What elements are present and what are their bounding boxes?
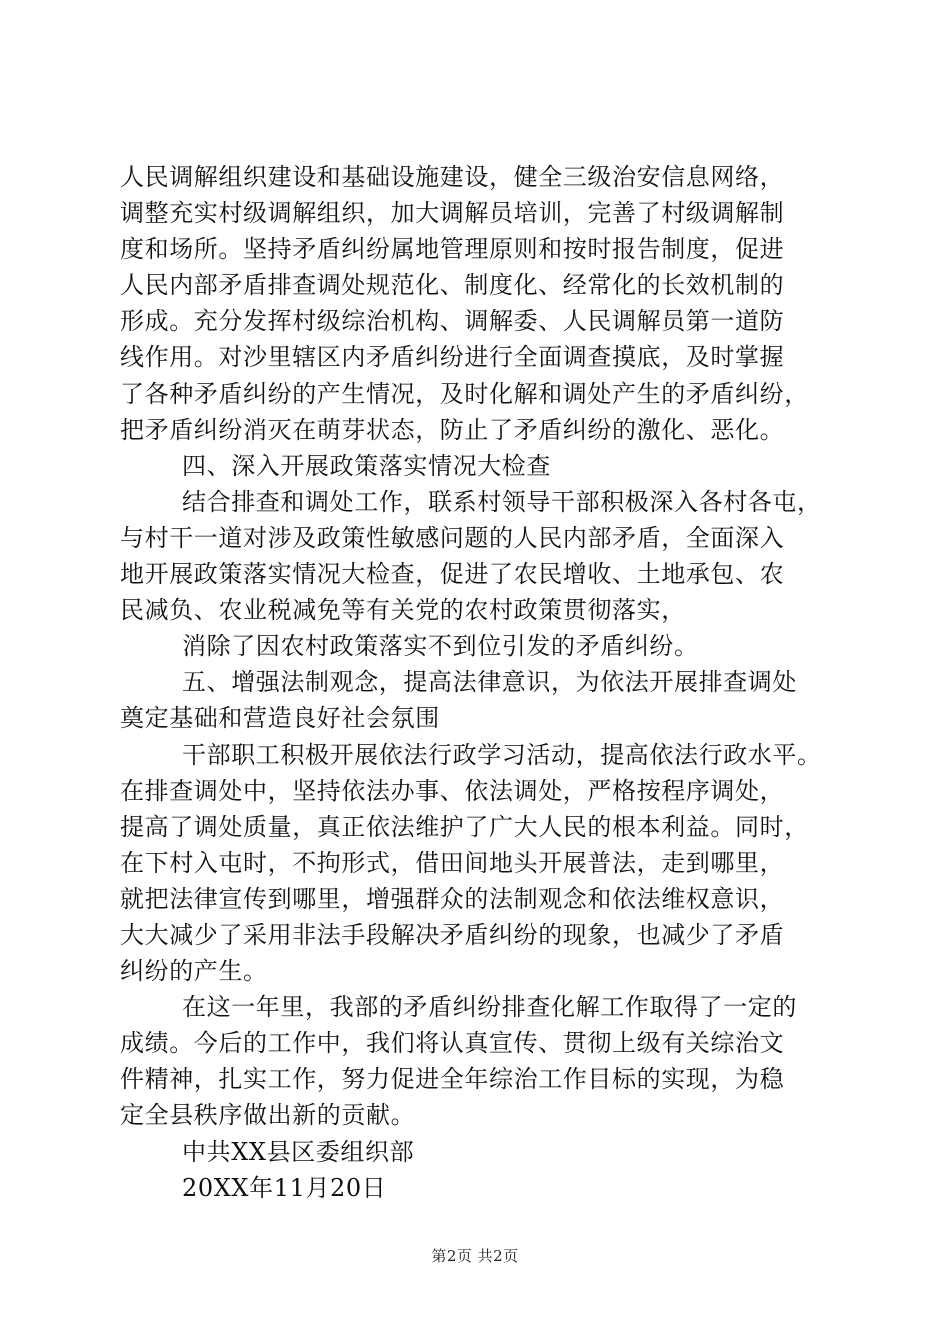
text-line: 件精神，扎实工作，努力促进全年综治工作目标的实现，为稳	[120, 1065, 785, 1094]
page-number: 第2页 共2页	[431, 1247, 519, 1265]
text-line: 民减负、农业税减免等有关党的农村政策贯彻落实，	[120, 596, 686, 625]
signature-date: 20XX年11月20日	[182, 1173, 387, 1202]
text-line: 地开展政策落实情况大检查，促进了农民增收、土地承包、农	[120, 560, 785, 589]
text-line: 调整充实村级调解组织，加大调解员培训，完善了村级调解制	[120, 199, 785, 228]
section-heading: 四、深入开展政策落实情况大检查	[182, 451, 551, 480]
text-line: 提高了调处质量，真正依法维护了广大人民的根本利益。同时，	[120, 812, 809, 841]
text-line: 干部职工积极开展依法行政学习活动，提高依法行政水平。	[182, 740, 822, 769]
section-heading-continued: 奠定基础和营造良好社会氛围	[120, 704, 440, 733]
text-line: 了各种矛盾纠纷的产生情况，及时化解和调处产生的矛盾纠纷，	[120, 379, 809, 408]
text-line: 就把法律宣传到哪里，增强群众的法制观念和依法维权意识，	[120, 884, 785, 913]
text-line: 在排查调处中，坚持依法办事、依法调处，严格按程序调处，	[120, 776, 785, 805]
text-line: 在下村入屯时，不拘形式，借田间地头开展普法，走到哪里，	[120, 848, 785, 877]
text-line: 成绩。今后的工作中，我们将认真宣传、贯彻上级有关综治文	[120, 1029, 785, 1058]
document-body	[120, 159, 860, 1206]
text-line: 人民调解组织建设和基础设施建设，健全三级治安信息网络，	[120, 163, 785, 191]
text-line: 度和场所。坚持矛盾纠纷属地管理原则和按时报告制度，促进	[120, 235, 785, 264]
text-line: 人民内部矛盾排查调处规范化、制度化、经常化的长效机制的	[120, 271, 785, 300]
text-line: 大大减少了采用非法手段解决矛盾纠纷的现象，也减少了矛盾	[120, 920, 785, 949]
text-line: 在这一年里，我部的矛盾纠纷排查化解工作取得了一定的	[182, 993, 797, 1022]
text-line: 把矛盾纠纷消灭在萌芽状态，防止了矛盾纠纷的激化、恶化。	[120, 415, 785, 444]
section-heading: 五、增强法制观念，提高法律意识，为依法开展排查调处	[182, 668, 797, 697]
signature-org: 中共XX县区委组织部	[182, 1137, 415, 1166]
text-line: 结合排查和调处工作，联系村领导干部积极深入各村各屯，	[182, 487, 822, 516]
text-line: 纠纷的产生。	[120, 957, 268, 986]
text-line: 与村干一道对涉及政策性敏感问题的人民内部矛盾，全面深入	[120, 523, 785, 552]
text-line: 定全县秩序做出新的贡献。	[120, 1101, 416, 1130]
text-line: 形成。充分发挥村级综治机构、调解委、人民调解员第一道防	[120, 307, 785, 336]
text-line: 消除了因农村政策落实不到位引发的矛盾纠纷。	[182, 632, 699, 661]
text-line: 线作用。对沙里辖区内矛盾纠纷进行全面调查摸底，及时掌握	[120, 343, 785, 372]
